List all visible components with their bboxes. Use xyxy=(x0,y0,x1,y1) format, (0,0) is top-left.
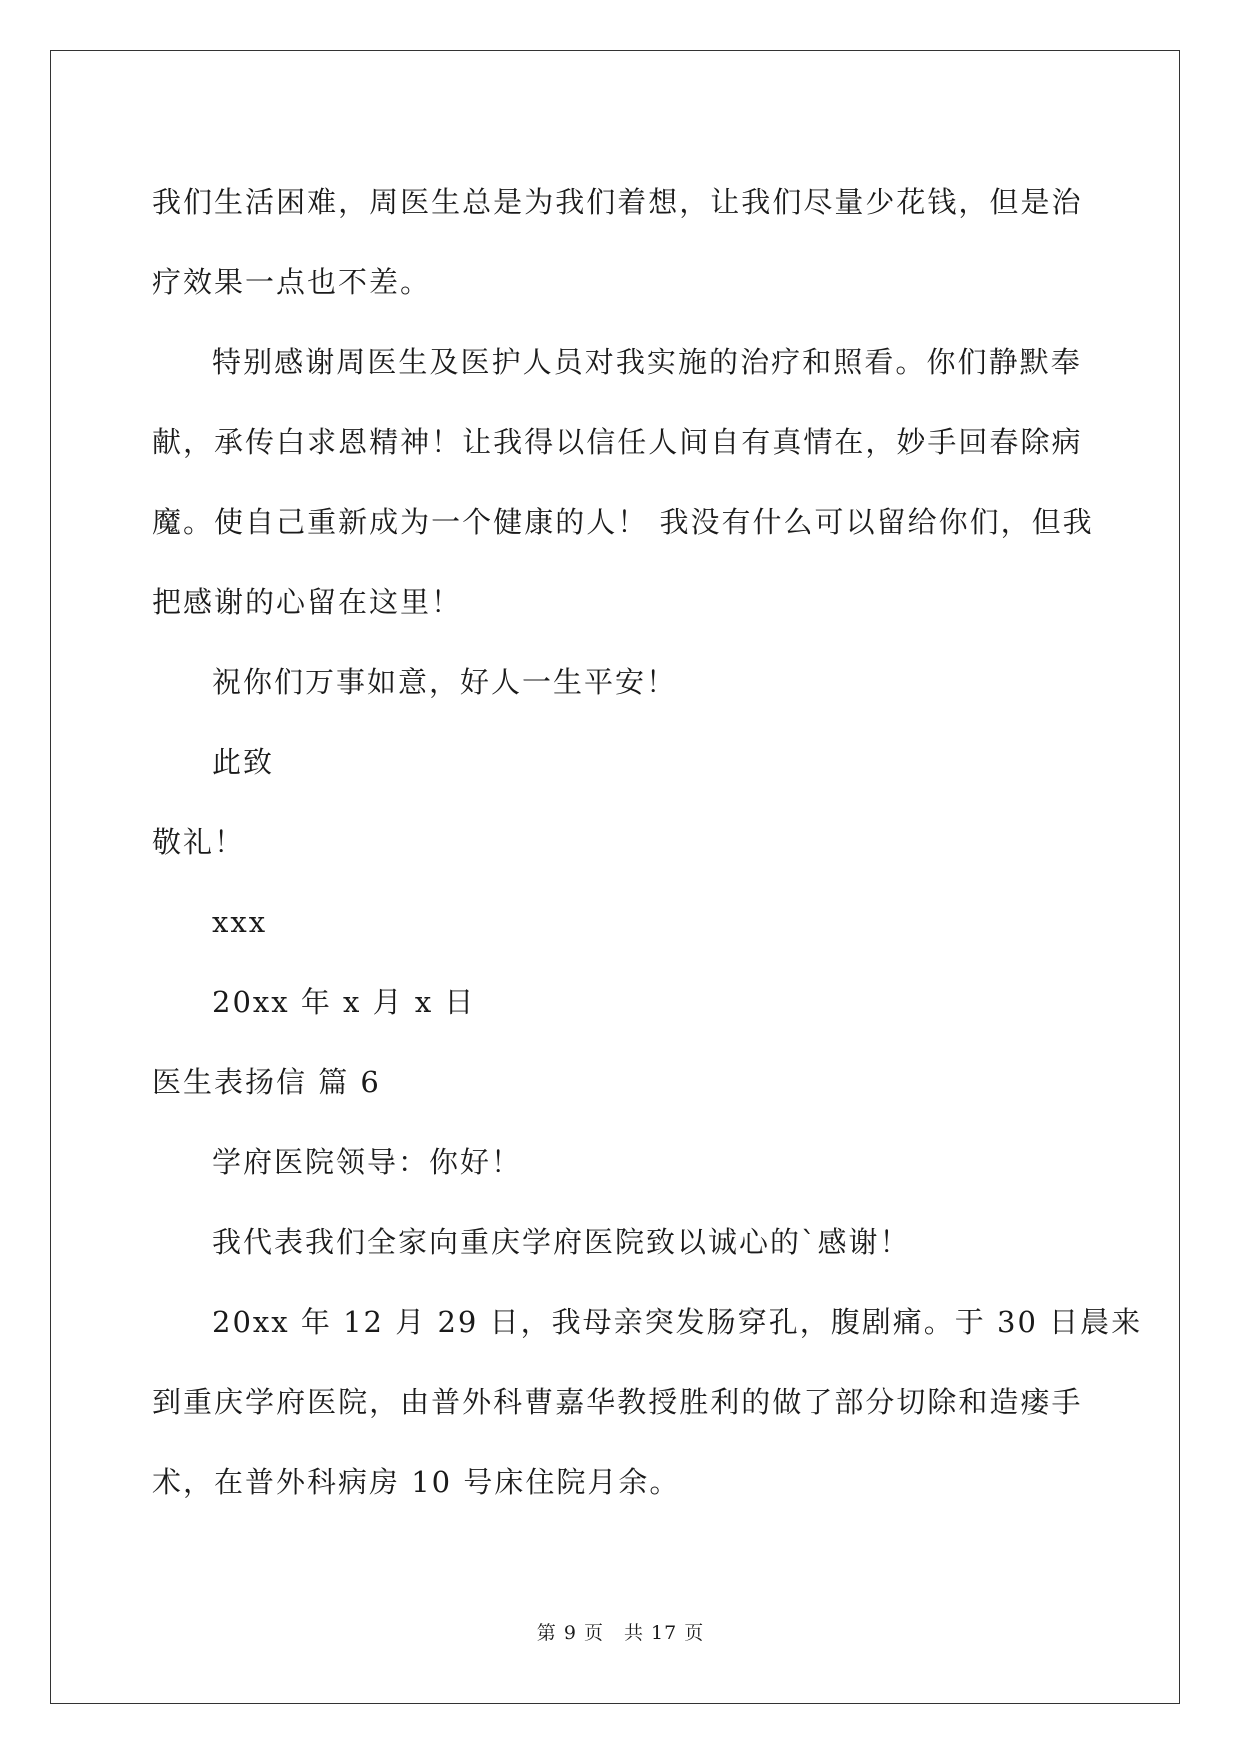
character: 分 xyxy=(865,1385,897,1419)
character: 周 xyxy=(336,345,368,379)
character: 利 xyxy=(710,1385,742,1419)
section-heading: 医生表扬信 篇 6 xyxy=(152,1065,381,1099)
text-line: 术，在普外科病房 10 号床住院月余。 xyxy=(152,1465,681,1499)
character: 治 xyxy=(740,345,772,379)
character: 有 xyxy=(721,505,753,539)
text-line: 此致 xyxy=(212,745,275,779)
character: 日 xyxy=(489,1305,521,1339)
character: 量 xyxy=(834,185,866,219)
character: 嘉 xyxy=(555,1385,587,1419)
character xyxy=(290,1282,301,1362)
character: 传 xyxy=(245,425,277,459)
character: 一 xyxy=(431,505,463,539)
character: 医 xyxy=(307,1385,339,1419)
character: 突 xyxy=(644,1305,676,1339)
character: 特 xyxy=(212,345,244,379)
document-body xyxy=(152,162,1143,1522)
character: 成 xyxy=(369,505,401,539)
character: 和 xyxy=(958,1385,990,1419)
character: 到 xyxy=(152,1385,184,1419)
character: 尽 xyxy=(803,185,835,219)
character: 我 xyxy=(1062,505,1094,539)
character: x xyxy=(271,1305,290,1339)
character: 除 xyxy=(1020,425,1052,459)
character: 情 xyxy=(803,425,835,459)
character: 魔 xyxy=(152,505,184,539)
character: 学 xyxy=(245,1385,277,1419)
character: 没 xyxy=(690,505,722,539)
character: ， xyxy=(865,425,897,459)
character: 生 xyxy=(398,345,430,379)
character: ！ xyxy=(431,425,463,459)
character: 治 xyxy=(1051,185,1083,219)
character: 员 xyxy=(553,345,585,379)
character: 静 xyxy=(988,345,1020,379)
text-line: 把感谢的心留在这里！ xyxy=(152,585,463,619)
character: 让 xyxy=(462,425,494,459)
character: 孔 xyxy=(768,1305,800,1339)
character: 们 xyxy=(772,185,804,219)
character: 外 xyxy=(462,1385,494,1419)
character: 得 xyxy=(524,425,556,459)
text-line: xxx xyxy=(212,905,268,939)
character: 回 xyxy=(958,425,990,459)
text-line xyxy=(152,322,1082,402)
character: 晨 xyxy=(1080,1305,1112,1339)
character: 你 xyxy=(926,345,958,379)
character: 少 xyxy=(865,185,897,219)
character: 总 xyxy=(462,185,494,219)
character: 春 xyxy=(989,425,1021,459)
character: 们 xyxy=(586,185,618,219)
text-line: 敬礼！ xyxy=(152,825,246,859)
character: 献 xyxy=(152,425,184,459)
character: 病 xyxy=(1051,425,1083,459)
character: 曹 xyxy=(524,1385,556,1419)
page-number-footer: 第 9 页 共 17 页 xyxy=(536,1622,705,1644)
character: 。 xyxy=(895,345,927,379)
text-line: 祝你们万事如意，好人一生平安！ xyxy=(212,665,678,699)
character: 来 xyxy=(1111,1305,1143,1339)
character: 自 xyxy=(245,505,277,539)
character: 痛 xyxy=(892,1305,924,1339)
character: 困 xyxy=(276,185,308,219)
character: 承 xyxy=(214,425,246,459)
character: 肠 xyxy=(706,1305,738,1339)
character: 难 xyxy=(307,185,339,219)
character: 奉 xyxy=(1050,345,1082,379)
character: 庆 xyxy=(214,1385,246,1419)
character: 护 xyxy=(491,345,523,379)
character: 为 xyxy=(400,505,432,539)
character: 们 xyxy=(183,185,215,219)
character: 发 xyxy=(675,1305,707,1339)
character: ， xyxy=(958,185,990,219)
character: 手 xyxy=(1051,1385,1083,1419)
character: 对 xyxy=(584,345,616,379)
character: 1 xyxy=(343,1305,364,1339)
character: 在 xyxy=(834,425,866,459)
character: 可 xyxy=(814,505,846,539)
character: 间 xyxy=(679,425,711,459)
character: 我 xyxy=(659,505,691,539)
character: 胜 xyxy=(679,1385,711,1419)
character xyxy=(478,1282,489,1362)
character: 真 xyxy=(772,425,804,459)
character xyxy=(648,482,659,562)
character: 给 xyxy=(907,505,939,539)
character: 看 xyxy=(864,345,896,379)
character: 信 xyxy=(586,425,618,459)
character: ， xyxy=(520,1305,552,1339)
character: 医 xyxy=(400,185,432,219)
character: 于 xyxy=(954,1305,986,1339)
character: 母 xyxy=(582,1305,614,1339)
character: 己 xyxy=(276,505,308,539)
character: 是 xyxy=(493,185,525,219)
character: 白 xyxy=(276,425,308,459)
character: 恩 xyxy=(338,425,370,459)
character: 部 xyxy=(834,1385,866,1419)
character: 人 xyxy=(648,425,680,459)
character: 以 xyxy=(555,425,587,459)
character: 做 xyxy=(772,1385,804,1419)
character: 0 xyxy=(1017,1305,1038,1339)
character: ， xyxy=(679,185,711,219)
character: 我 xyxy=(152,185,184,219)
character: 求 xyxy=(307,425,339,459)
character: ， xyxy=(338,185,370,219)
character: 除 xyxy=(927,1385,959,1419)
text-line xyxy=(152,402,1082,482)
character: 教 xyxy=(617,1385,649,1419)
character xyxy=(332,1282,343,1362)
character: 日 xyxy=(1049,1305,1081,1339)
character: 为 xyxy=(524,185,556,219)
character: 我 xyxy=(555,185,587,219)
character: x xyxy=(252,1305,272,1339)
character: 穿 xyxy=(737,1305,769,1339)
character: 科 xyxy=(493,1385,525,1419)
character: 我 xyxy=(615,345,647,379)
character: 普 xyxy=(431,1385,463,1419)
character: 重 xyxy=(183,1385,215,1419)
character: 康 xyxy=(524,505,556,539)
character: 人 xyxy=(586,505,618,539)
character: 着 xyxy=(617,185,649,219)
character: 授 xyxy=(648,1385,680,1419)
character: 你 xyxy=(938,505,970,539)
character: 手 xyxy=(927,425,959,459)
character: 院 xyxy=(338,1385,370,1419)
character: 有 xyxy=(741,425,773,459)
text-line xyxy=(152,1362,1082,1442)
character: 个 xyxy=(462,505,494,539)
character: 们 xyxy=(969,505,1001,539)
character: 医 xyxy=(460,345,492,379)
character: 我 xyxy=(493,425,525,459)
text-line: 我代表我们全家向重庆学府医院致以诚心的`感谢！ xyxy=(212,1225,911,1259)
character: 华 xyxy=(586,1385,618,1419)
character: 但 xyxy=(1031,505,1063,539)
character: 施 xyxy=(677,345,709,379)
character: 了 xyxy=(803,1385,835,1419)
character: 感 xyxy=(274,345,306,379)
text-line: 疗效果一点也不差。 xyxy=(152,265,432,299)
character: 。 xyxy=(923,1305,955,1339)
text-line: 20xx 年 x 月 x 日 xyxy=(212,985,476,1019)
character: 生 xyxy=(431,185,463,219)
character: 的 xyxy=(555,505,587,539)
character: 2 xyxy=(363,1305,384,1339)
character: 9 xyxy=(457,1305,479,1339)
character: 默 xyxy=(1019,345,1051,379)
character: 我 xyxy=(741,185,773,219)
character: 钱 xyxy=(927,185,959,219)
character: ！ xyxy=(617,505,649,539)
character: 让 xyxy=(710,185,742,219)
character: 我 xyxy=(551,1305,583,1339)
character: 么 xyxy=(783,505,815,539)
character: ， xyxy=(183,425,215,459)
character xyxy=(1038,1282,1049,1362)
character: 的 xyxy=(709,345,741,379)
character: 妙 xyxy=(896,425,928,459)
character: 什 xyxy=(752,505,784,539)
character: 及 xyxy=(429,345,461,379)
character: 。 xyxy=(183,505,215,539)
character: 瘘 xyxy=(1020,1385,1052,1419)
character: 但 xyxy=(989,185,1021,219)
character: 人 xyxy=(522,345,554,379)
character: 任 xyxy=(617,425,649,459)
character: 3 xyxy=(997,1305,1018,1339)
character: 生 xyxy=(214,185,246,219)
character: 疗 xyxy=(771,345,803,379)
character: 亲 xyxy=(613,1305,645,1339)
character: 新 xyxy=(338,505,370,539)
character: 想 xyxy=(648,185,680,219)
text-line xyxy=(152,1282,1143,1362)
character: 照 xyxy=(833,345,865,379)
character: ， xyxy=(1000,505,1032,539)
character: 实 xyxy=(646,345,678,379)
character: 留 xyxy=(876,505,908,539)
character: 精 xyxy=(369,425,401,459)
character xyxy=(986,1282,997,1362)
character: 的 xyxy=(741,1385,773,1419)
character: 自 xyxy=(710,425,742,459)
character: 别 xyxy=(243,345,275,379)
character: 和 xyxy=(802,345,834,379)
text-line: 学府医院领导：你好！ xyxy=(212,1145,523,1179)
character: 剧 xyxy=(861,1305,893,1339)
character: 健 xyxy=(493,505,525,539)
character: 年 xyxy=(300,1305,332,1339)
character: 是 xyxy=(1020,185,1052,219)
character: 花 xyxy=(896,185,928,219)
text-line xyxy=(152,482,1094,562)
character: 使 xyxy=(214,505,246,539)
character: ， xyxy=(799,1305,831,1339)
character: 2 xyxy=(437,1305,458,1339)
character: 活 xyxy=(245,185,277,219)
character: 腹 xyxy=(830,1305,862,1339)
character: 由 xyxy=(400,1385,432,1419)
character: 切 xyxy=(896,1385,928,1419)
character: 月 xyxy=(395,1305,427,1339)
character: 造 xyxy=(989,1385,1021,1419)
character: 重 xyxy=(307,505,339,539)
character: 2 xyxy=(212,1305,233,1339)
character: 府 xyxy=(276,1385,308,1419)
character: 神 xyxy=(400,425,432,459)
text-line xyxy=(152,162,1082,242)
character: 0 xyxy=(232,1305,253,1339)
character: 周 xyxy=(369,185,401,219)
character: 医 xyxy=(367,345,399,379)
character xyxy=(426,1282,437,1362)
character: 谢 xyxy=(305,345,337,379)
character: ， xyxy=(369,1385,401,1419)
character xyxy=(384,1282,395,1362)
character: 以 xyxy=(845,505,877,539)
character: 们 xyxy=(957,345,989,379)
